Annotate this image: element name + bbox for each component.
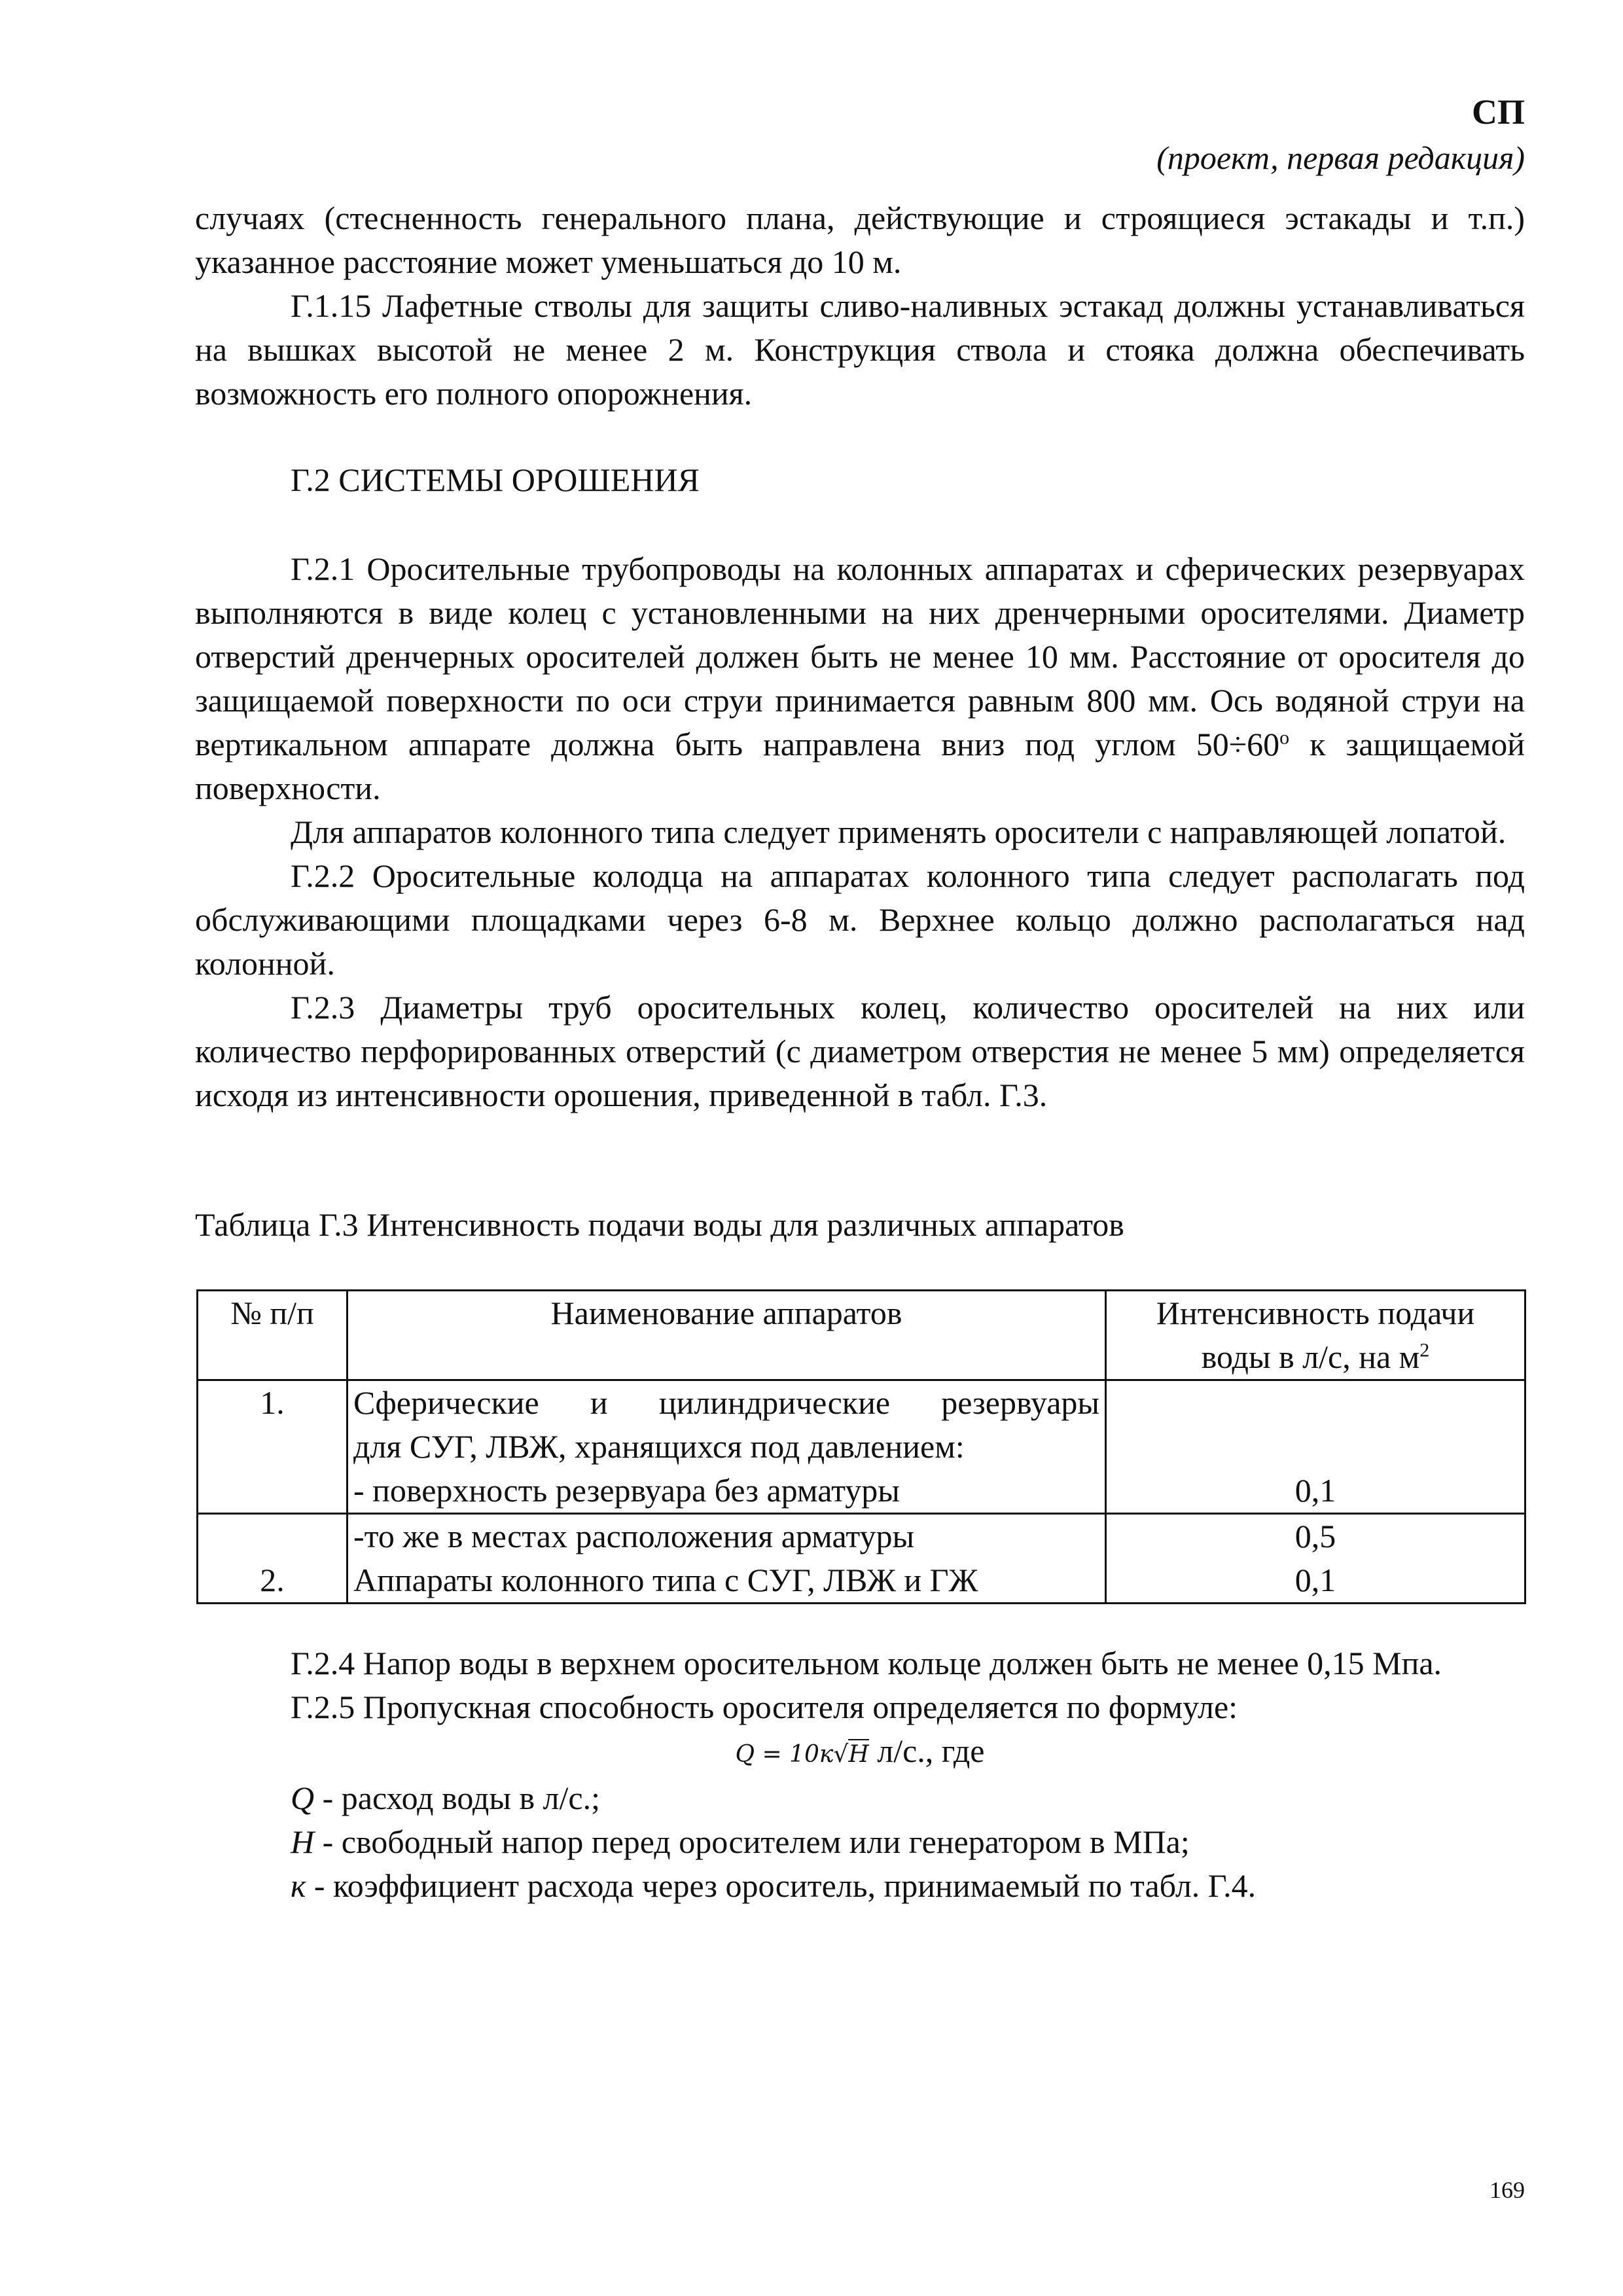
table-row [198, 1514, 1525, 1604]
body-mid [195, 547, 1525, 1117]
intensity-table [196, 1289, 1526, 1604]
document-code: СП [1472, 92, 1525, 132]
body-top [195, 196, 1525, 416]
formula-line [195, 1729, 1525, 1776]
paragraph-g-1-15: Г.1.15 Лафетные стволы для защиты сливо-наливных эстакад должны устанавливаться на вышках высотой не менее 2 м. Конструкция ствола и стояка должна обеспечивать возможность его полного опорожнения. [195, 287, 1525, 412]
row2-name-line1: -то же в местах расположения арматуры [353, 1518, 915, 1554]
table-caption: Таблица Г.3 Интенсивность подачи воды для различных аппаратов [195, 1206, 1124, 1243]
section-heading-block [195, 458, 1525, 502]
row1-name [348, 1380, 1106, 1514]
var-q: Q [291, 1780, 315, 1816]
body-bottom [195, 1641, 1525, 1908]
formula-tail: л/с., где [868, 1732, 985, 1769]
header-intensity-sup: 2 [1419, 1339, 1430, 1361]
paragraph-g-2-5: Г.2.5 Пропускная способность оросителя определяется по формуле: [291, 1689, 1238, 1725]
row2-value1: 0,5 [1294, 1518, 1336, 1554]
paragraph-g-2-1-text: Г.2.1 Оросительные трубопроводы на колонных аппаратах и сферических резервуарах выполняются в виде колец с установленными на них дренчерными оросителями. Диаметр отверстий дренчерных оросителей должен быть не менее 10 мм. Расстояние от оросителя до защищаемой поверхности по оси струи принимается равным 800 мм. Ось водяной струи на вертикальном аппарате должна быть направлена вниз под углом 50÷60 [195, 550, 1525, 762]
table-row [198, 1380, 1525, 1514]
definition-k-text: - коэффициент расхода через ороситель, принимаемый по табл. Г.4. [306, 1867, 1257, 1904]
row1-name-line1: Сферические и цилиндрические резервуары [353, 1384, 1099, 1421]
definition-h [195, 1820, 1525, 1864]
row1-value-cell [1106, 1380, 1525, 1514]
row1-name-line2: для СУГ, ЛВЖ, хранящихся под давлением: [353, 1428, 965, 1465]
header-num: № п/п [198, 1291, 348, 1380]
paragraph-g-2-1 [195, 547, 1525, 810]
definition-h-text: - свободный напор перед оросителем или генератором в МПа; [314, 1823, 1190, 1860]
row2-num-cell [198, 1514, 348, 1604]
paragraph-g-2-2: Г.2.2 Оросительные колодца на аппаратах колонного типа следует располагать под обслуживающими площадками через 6-8 м. Верхнее кольцо должно располагаться над колонной. [195, 857, 1525, 982]
table-header-row [198, 1291, 1525, 1380]
formula-h: H [848, 1739, 868, 1768]
definition-k [195, 1864, 1525, 1908]
sqrt-icon: √ [833, 1741, 849, 1768]
page-number: 169 [1489, 2177, 1525, 2203]
header-intensity [1106, 1291, 1525, 1380]
formula-lhs: Q = 10 [735, 1741, 819, 1768]
row1-value: 0,1 [1294, 1472, 1336, 1509]
formula-k: к [819, 1741, 834, 1768]
row2-value2: 0,1 [1294, 1562, 1336, 1598]
paragraph-g-2-1-tail: к защищаемой поверхности. [195, 726, 1525, 806]
document-edition: (проект, первая редакция) [1156, 139, 1525, 176]
row2-num: 2. [260, 1562, 285, 1598]
row2-name [348, 1514, 1106, 1604]
row1-name-line3: - поверхность резервуара без арматуры [353, 1472, 900, 1509]
definition-q-text: - расход воды в л/с.; [314, 1780, 600, 1816]
var-k: к [291, 1867, 306, 1904]
row2-value-cell [1106, 1514, 1525, 1604]
row1-num: 1. [198, 1380, 348, 1514]
header-intensity-unit: воды в л/с, на м [1201, 1338, 1420, 1375]
paragraph-column-apparatus: Для аппаратов колонного типа следует применять оросители с направляющей лопатой. [291, 814, 1507, 850]
header-intensity-line2 [1112, 1335, 1519, 1379]
var-h: H [291, 1823, 315, 1860]
header-name: Наименование аппаратов [348, 1291, 1106, 1380]
row2-name-line2: Аппараты колонного типа с СУГ, ЛВЖ и ГЖ [353, 1562, 978, 1598]
paragraph-continuation: случаях (стесненность генерального плана, действующие и строящиеся эстакады и т.п.) указанное расстояние может уменьшаться до 10 м. [195, 200, 1525, 280]
degree-sup: o [1279, 726, 1290, 749]
paragraph-g-2-3: Г.2.3 Диаметры труб оросительных колец, количество оросителей на них или количество перфорированных отверстий (с диаметром отверстия не менее 5 мм) определяется исходя из интенсивности орошения, приведенной в табл. Г.3. [195, 989, 1525, 1113]
header-intensity-line1: Интенсивность подачи [1156, 1295, 1475, 1331]
paragraph-g-2-4: Г.2.4 Напор воды в верхнем оросительном кольце должен быть не менее 0,15 Мпа. [291, 1645, 1442, 1681]
definition-q [195, 1776, 1525, 1820]
section-title: Г.2 СИСТЕМЫ ОРОШЕНИЯ [291, 461, 700, 498]
